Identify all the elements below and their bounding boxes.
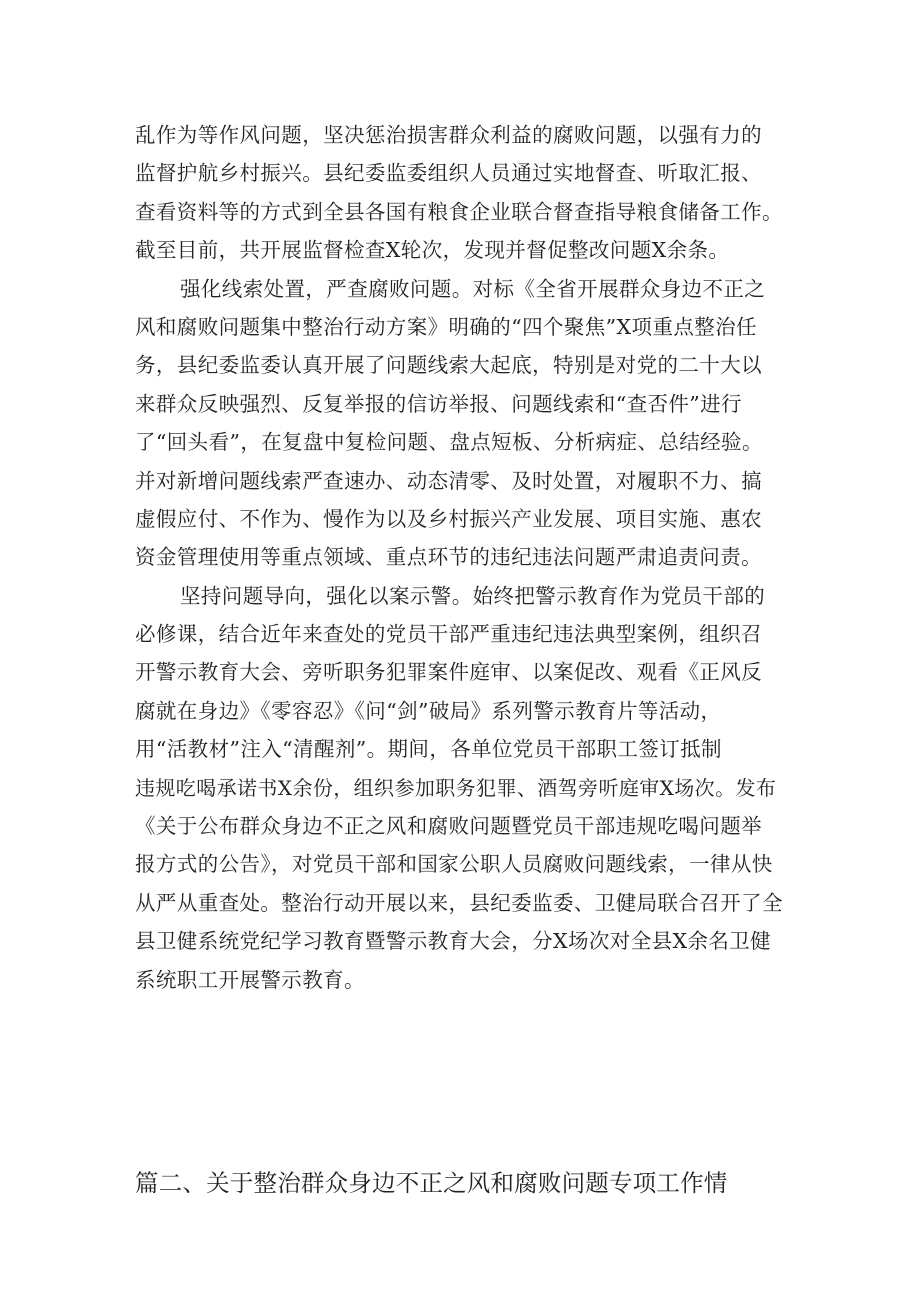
paragraph-3-line-9: 从严从重查处。整治行动开展以来，县纪委监委、卫健局联合召开了全 — [135, 890, 783, 915]
paragraph-2-line-2: 风和腐败问题集中整治行动方案》明确的“四个聚焦”X项重点整治任 — [135, 314, 757, 339]
paragraph-1-line-1: 乱作为等作风问题，坚决惩治损害群众利益的腐败问题，以强有力的 — [135, 123, 762, 147]
paragraph-3-line-8: 报方式的公告》，对党员干部和国家公职人员腐败问题线索，一律从快 — [135, 852, 773, 877]
paragraph-3-line-2: 必修课，结合近年来查处的党员干部严重违纪违法典型案例，组织召 — [135, 622, 762, 647]
paragraph-3-line-7: 《关于公布群众身边不正之风和腐败问题暨党员干部违规吃喝问题举 — [135, 814, 762, 839]
paragraph-2-line-4: 来群众反映强烈、反复举报的信访举报、问题线索和“查否件”进行 — [135, 391, 742, 416]
paragraph-2-line-3: 务，县纪委监委认真开展了问题线索大起底，特别是对党的二十大以 — [135, 353, 762, 378]
section-heading: 篇二、关于整治群众身边不正之风和腐败问题专项工作情 — [135, 1169, 728, 1197]
paragraph-2-line-8: 资金管理使用等重点领域、重点环节的违纪违法问题严肃追责问责。 — [135, 545, 762, 570]
paragraph-3-line-10: 县卫健系统党纪学习教育暨警示教育大会，分X场次对全县X余名卫健 — [135, 929, 772, 954]
paragraph-1-line-4: 截至目前，共开展监督检查X轮次，发现并督促整改问题X余条。 — [135, 238, 730, 263]
paragraph-2-line-6: 并对新增问题线索严查速办、动态清零、及时处置，对履职不力、搞 — [135, 468, 762, 493]
paragraph-1-line-2: 监督护航乡村振兴。县纪委监委组织人员通过实地督查、听取汇报、 — [135, 161, 762, 186]
paragraph-3-line-4: 腐就在身边》《零容忍》《问“剑”破局》系列警示教育片等活动， — [135, 698, 722, 723]
paragraph-2-line-1: 强化线索处置，严查腐败问题。对标《全省开展群众身边不正之 — [180, 276, 766, 301]
body-text — [135, 116, 785, 999]
paragraph-2-line-5: 了“回头看”，在复盘中复检问题、盘点短板、分析病症、总结经验。 — [135, 430, 763, 455]
paragraph-3-line-5: 用“活教材”注入“清醒剂”。期间，各单位党员干部职工签订抵制 — [135, 737, 722, 762]
paragraph-3-line-1: 坚持问题导向，强化以案示警。始终把警示教育作为党员干部的 — [180, 583, 766, 608]
paragraph-3-line-6: 违规吃喝承诺书X余份，组织参加职务犯罪、酒驾旁听庭审X场次。发布 — [135, 775, 777, 800]
paragraph-2-line-7: 虚假应付、不作为、慢作为以及乡村振兴产业发展、项目实施、惠农 — [135, 506, 762, 531]
paragraph-1-line-3: 查看资料等的方式到全县各国有粮食企业联合督查指导粮食储备工作。 — [135, 199, 783, 224]
paragraph-3-line-3: 开警示教育大会、旁听职务犯罪案件庭审、以案促改、观看《正风反 — [135, 660, 762, 685]
paragraph-3-line-11: 系统职工开展警示教育。 — [135, 967, 365, 992]
